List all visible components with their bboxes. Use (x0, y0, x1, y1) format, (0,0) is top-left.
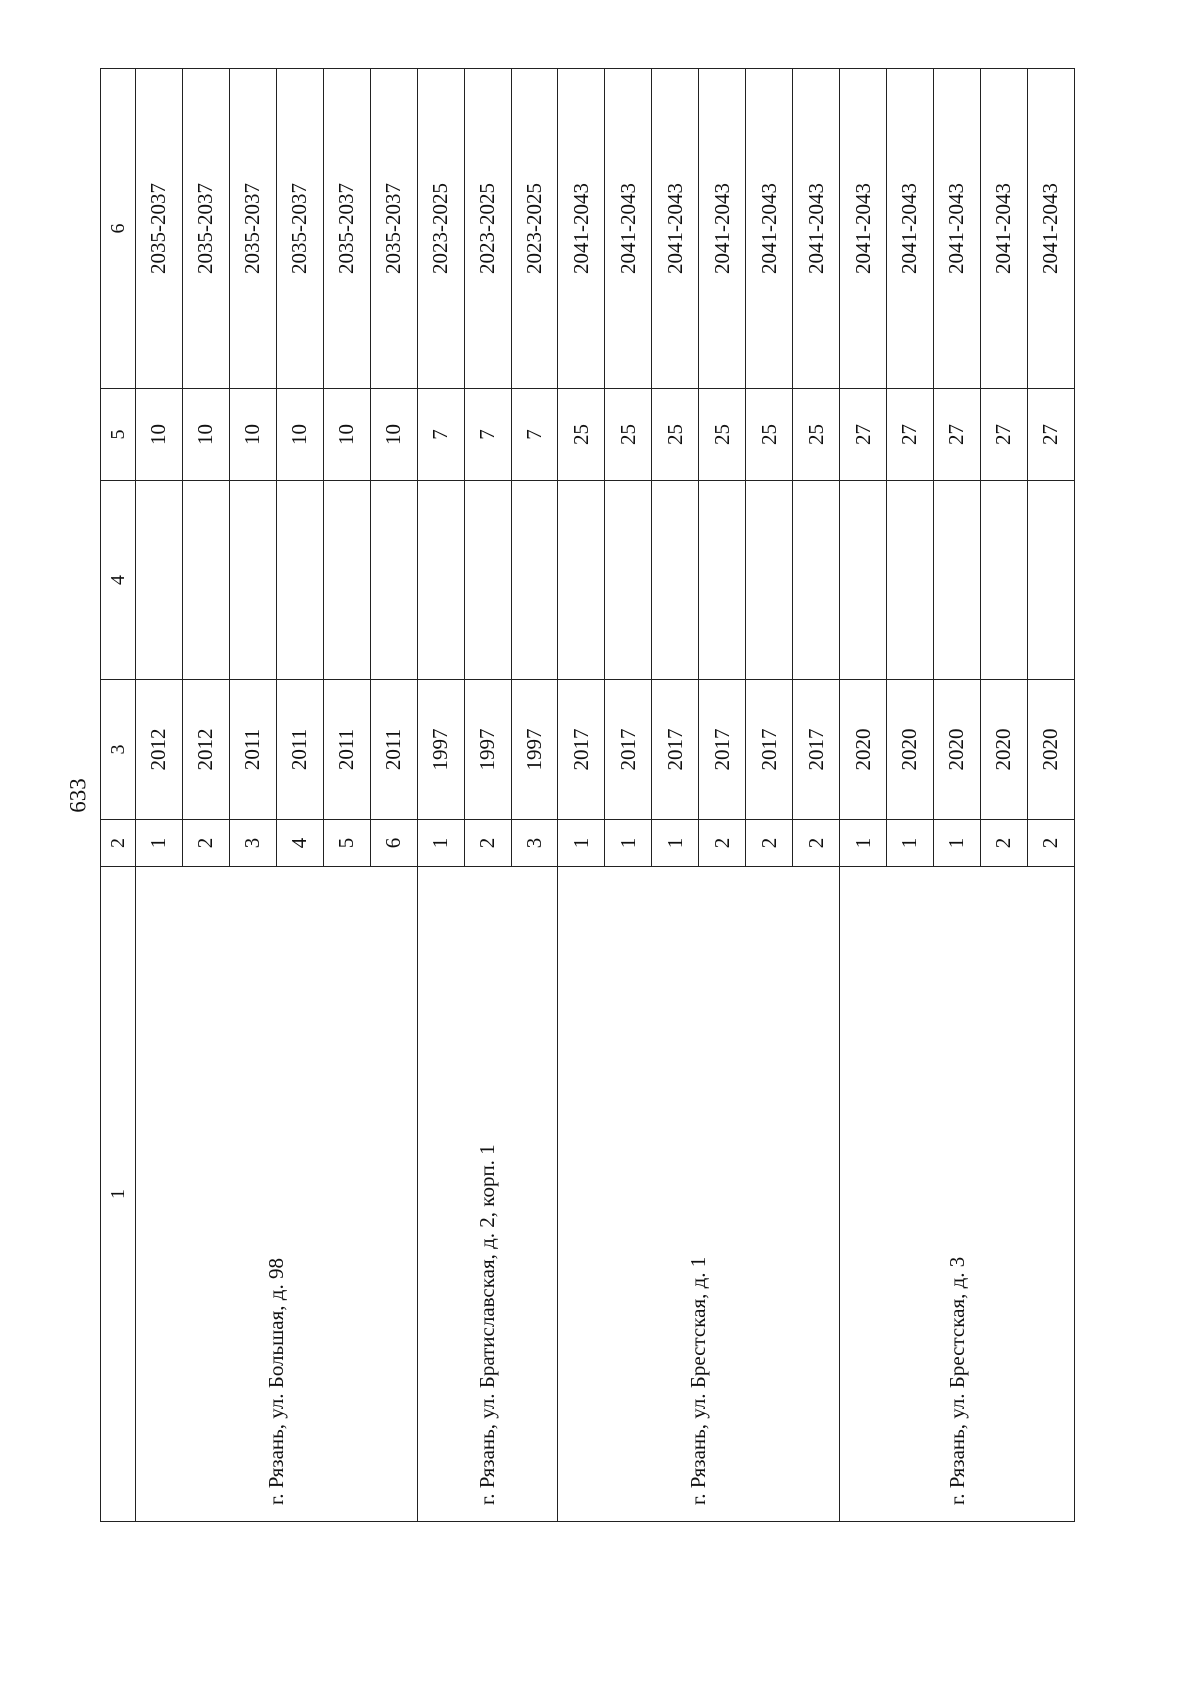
cell-col-4 (699, 481, 746, 680)
cell-col-5: 25 (699, 389, 746, 481)
cell-col-3: 2017 (793, 680, 840, 820)
cell-col-2: 2 (699, 820, 746, 867)
cell-col-3: 2017 (652, 680, 699, 820)
cell-col-4 (887, 481, 934, 680)
cell-col-2: 4 (276, 820, 323, 867)
column-number-header: 2 (101, 820, 136, 867)
cell-col-2: 1 (933, 820, 980, 867)
cell-col-2: 2 (746, 820, 793, 867)
cell-col-5: 25 (605, 389, 652, 481)
cell-col-3: 2020 (1027, 680, 1074, 820)
cell-col-3: 2017 (605, 680, 652, 820)
table-row (136, 69, 183, 1522)
rotated-table-frame (100, 69, 1075, 1522)
cell-col-5: 27 (980, 389, 1027, 481)
table-container (100, 69, 1075, 1522)
cell-col-4 (464, 481, 511, 680)
cell-col-2: 3 (229, 820, 276, 867)
cell-col-4 (511, 481, 558, 680)
cell-col-2: 1 (558, 820, 605, 867)
cell-col-4 (276, 481, 323, 680)
table-row (558, 69, 605, 1522)
cell-col-2: 3 (511, 820, 558, 867)
cell-col-5: 10 (276, 389, 323, 481)
cell-col-6: 2041-2043 (605, 69, 652, 389)
address-cell: г. Рязань, ул. Брестская, д. 1 (558, 867, 840, 1522)
cell-col-3: 2020 (980, 680, 1027, 820)
cell-col-3: 1997 (464, 680, 511, 820)
cell-col-2: 1 (605, 820, 652, 867)
cell-col-6: 2041-2043 (699, 69, 746, 389)
cell-col-2: 1 (136, 820, 183, 867)
cell-col-5: 10 (323, 389, 370, 481)
cell-col-2: 5 (323, 820, 370, 867)
cell-col-4 (229, 481, 276, 680)
address-cell: г. Рязань, ул. Братиславская, д. 2, корп. 1 (417, 867, 558, 1522)
cell-col-6: 2041-2043 (793, 69, 840, 389)
column-number-header: 4 (101, 481, 136, 680)
cell-col-2: 6 (370, 820, 417, 867)
cell-col-4 (370, 481, 417, 680)
cell-col-3: 2012 (136, 680, 183, 820)
cell-col-5: 10 (182, 389, 229, 481)
cell-col-6: 2041-2043 (933, 69, 980, 389)
cell-col-3: 2011 (229, 680, 276, 820)
cell-col-6: 2041-2043 (1027, 69, 1074, 389)
cell-col-5: 7 (417, 389, 464, 481)
cell-col-6: 2023-2025 (417, 69, 464, 389)
cell-col-3: 2011 (323, 680, 370, 820)
cell-col-5: 27 (840, 389, 887, 481)
cell-col-4 (1027, 481, 1074, 680)
data-table (100, 68, 1075, 1522)
cell-col-4 (793, 481, 840, 680)
cell-col-4 (182, 481, 229, 680)
cell-col-2: 2 (980, 820, 1027, 867)
cell-col-2: 2 (182, 820, 229, 867)
cell-col-6: 2023-2025 (511, 69, 558, 389)
cell-col-3: 2020 (887, 680, 934, 820)
cell-col-6: 2041-2043 (558, 69, 605, 389)
table-row (840, 69, 887, 1522)
column-number-header: 6 (101, 69, 136, 389)
cell-col-6: 2041-2043 (980, 69, 1027, 389)
cell-col-3: 2017 (746, 680, 793, 820)
cell-col-5: 27 (933, 389, 980, 481)
column-number-header: 1 (101, 867, 136, 1522)
cell-col-6: 2041-2043 (652, 69, 699, 389)
cell-col-5: 10 (370, 389, 417, 481)
cell-col-5: 25 (746, 389, 793, 481)
cell-col-3: 2017 (699, 680, 746, 820)
table-body (136, 69, 1075, 1522)
cell-col-4 (980, 481, 1027, 680)
cell-col-6: 2041-2043 (840, 69, 887, 389)
cell-col-5: 27 (887, 389, 934, 481)
column-number-header: 3 (101, 680, 136, 820)
cell-col-2: 1 (652, 820, 699, 867)
cell-col-2: 2 (464, 820, 511, 867)
cell-col-2: 2 (793, 820, 840, 867)
cell-col-4 (417, 481, 464, 680)
cell-col-6: 2041-2043 (887, 69, 934, 389)
cell-col-3: 2020 (933, 680, 980, 820)
cell-col-6: 2035-2037 (276, 69, 323, 389)
cell-col-3: 2011 (276, 680, 323, 820)
cell-col-3: 2011 (370, 680, 417, 820)
cell-col-3: 1997 (511, 680, 558, 820)
cell-col-5: 10 (136, 389, 183, 481)
cell-col-3: 2012 (182, 680, 229, 820)
cell-col-6: 2035-2037 (323, 69, 370, 389)
column-number-header-row (101, 69, 136, 1522)
cell-col-6: 2041-2043 (746, 69, 793, 389)
cell-col-5: 25 (558, 389, 605, 481)
cell-col-6: 2035-2037 (370, 69, 417, 389)
cell-col-5: 27 (1027, 389, 1074, 481)
table-row (417, 69, 464, 1522)
address-cell: г. Рязань, ул. Большая, д. 98 (136, 867, 418, 1522)
cell-col-5: 25 (652, 389, 699, 481)
cell-col-3: 2017 (558, 680, 605, 820)
cell-col-3: 1997 (417, 680, 464, 820)
address-cell: г. Рязань, ул. Брестская, д. 3 (840, 867, 1075, 1522)
cell-col-4 (652, 481, 699, 680)
cell-col-2: 1 (417, 820, 464, 867)
cell-col-6: 2035-2037 (136, 69, 183, 389)
page-number: 633 (65, 778, 91, 813)
cell-col-4 (840, 481, 887, 680)
cell-col-2: 1 (887, 820, 934, 867)
cell-col-5: 10 (229, 389, 276, 481)
cell-col-5: 7 (464, 389, 511, 481)
column-number-header: 5 (101, 389, 136, 481)
cell-col-6: 2023-2025 (464, 69, 511, 389)
cell-col-6: 2035-2037 (229, 69, 276, 389)
cell-col-4 (323, 481, 370, 680)
cell-col-2: 1 (840, 820, 887, 867)
cell-col-2: 2 (1027, 820, 1074, 867)
cell-col-4 (605, 481, 652, 680)
cell-col-5: 25 (793, 389, 840, 481)
cell-col-3: 2020 (840, 680, 887, 820)
cell-col-6: 2035-2037 (182, 69, 229, 389)
cell-col-4 (558, 481, 605, 680)
cell-col-5: 7 (511, 389, 558, 481)
cell-col-4 (136, 481, 183, 680)
cell-col-4 (746, 481, 793, 680)
cell-col-4 (933, 481, 980, 680)
